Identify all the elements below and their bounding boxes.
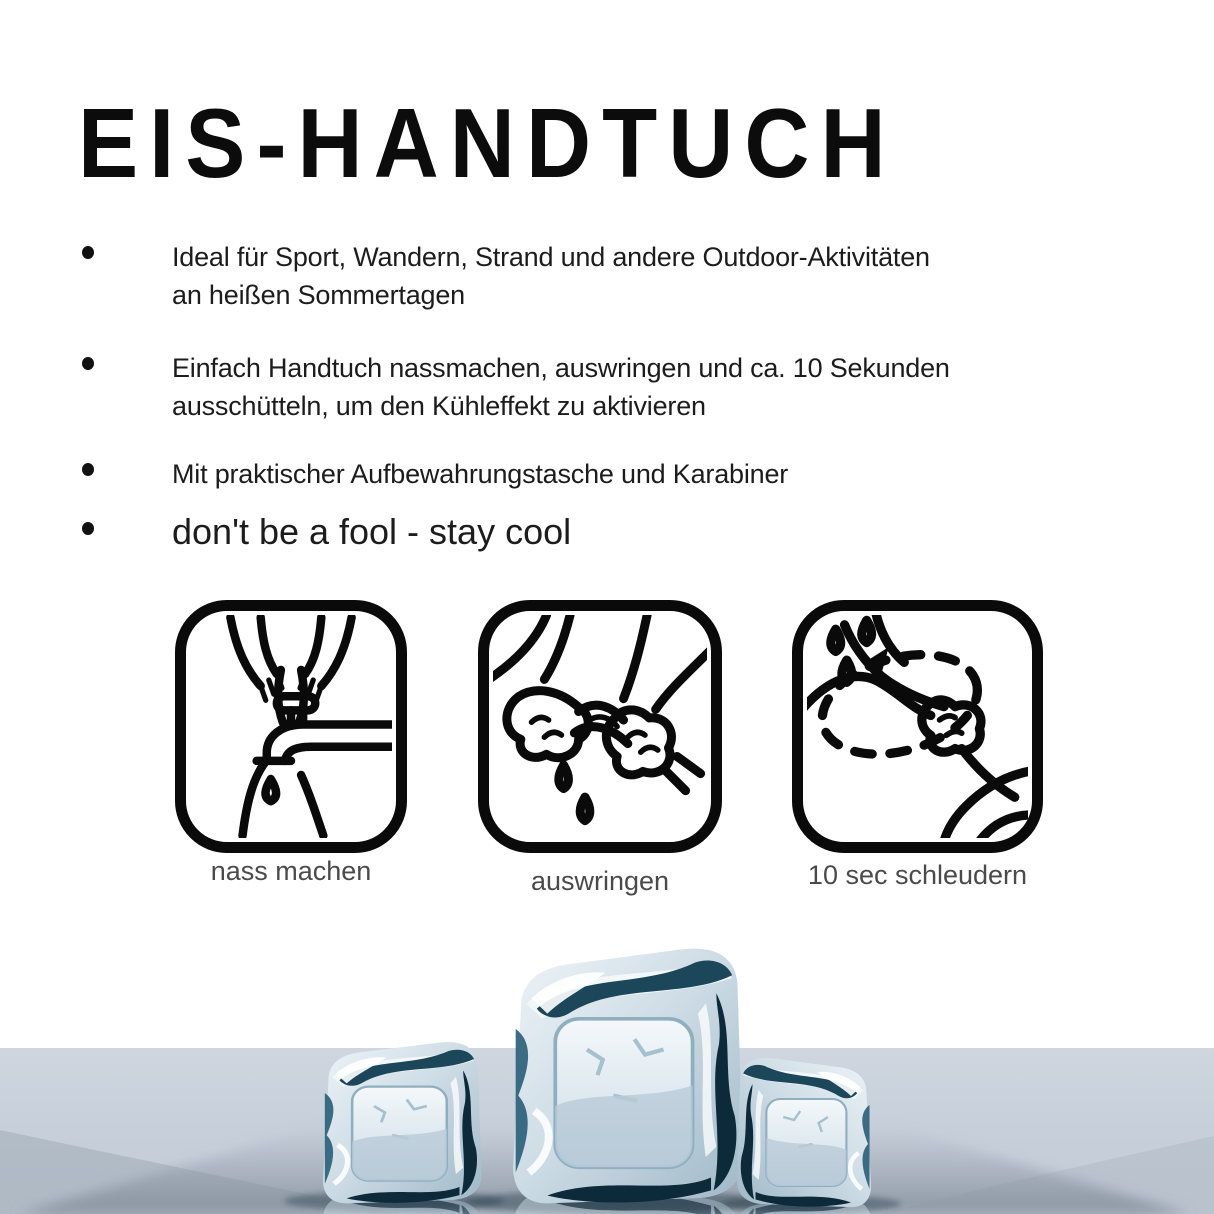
bullet-item-slogan [80,508,571,556]
step-box-spin [792,600,1043,853]
bullet-line: ausschütteln, um den Kühleffekt zu aktivieren [172,391,706,421]
bullet-dot-icon [82,357,94,370]
wring-out-icon [493,615,707,838]
bullet-line: don't be a fool - stay cool [172,511,572,552]
step-caption: auswringen [530,866,670,896]
bullet-line: Ideal für Sport, Wandern, Strand und andere Outdoor-Aktivitäten [172,242,930,272]
ice-cube-right [737,1058,871,1207]
ice-cubes-illustration [0,920,1214,1214]
step-box-wet [175,600,407,853]
ice-cube-left [323,1042,482,1203]
bullet-dot-icon [82,246,94,259]
bullet-item [80,455,788,493]
wet-under-faucet-icon [190,615,392,838]
step-caption: 10 sec schleudern [807,860,1028,890]
bullet-item [80,238,930,314]
slogan-text [172,508,571,556]
bullet-text [172,238,930,314]
bullet-text [172,349,950,425]
bullet-line: Mit praktischer Aufbewahrungstasche und Karabiner [172,459,789,489]
step-box-wring [478,600,722,853]
bullet-line: an heißen Sommertagen [172,280,465,310]
bullet-dot-icon [82,463,94,476]
page-title: EIS-HANDTUCH [78,88,897,198]
spin-towel-icon [807,615,1028,838]
bullet-dot-icon [82,522,94,535]
bullet-line: Einfach Handtuch nassmachen, auswringen und ca. 10 Sekunden [172,353,950,383]
bullet-item [80,349,950,425]
step-caption: nass machen [210,856,372,886]
ice-cube-center [513,949,743,1204]
bullet-text [172,455,788,493]
